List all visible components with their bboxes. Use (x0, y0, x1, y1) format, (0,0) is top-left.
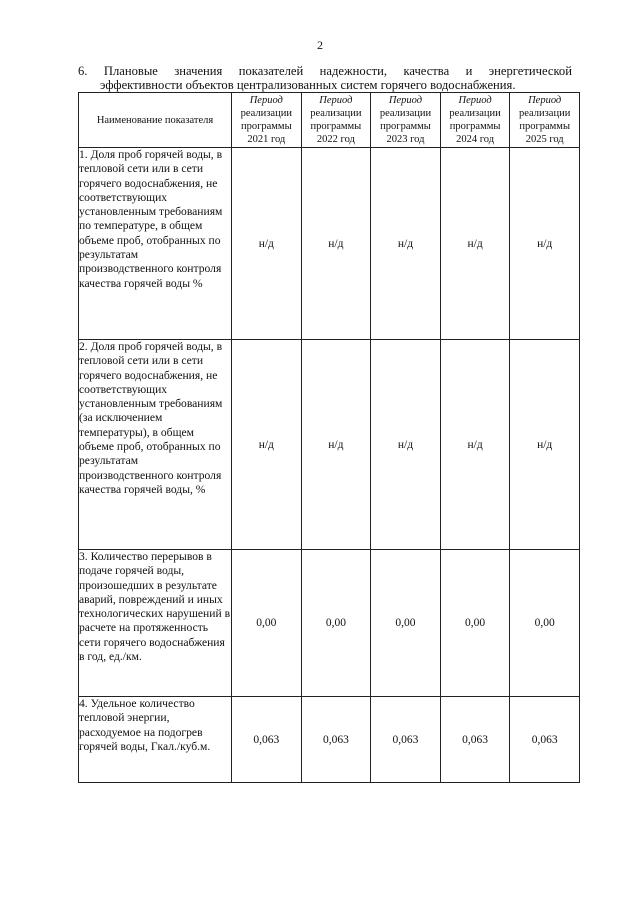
indicator-value: 0,063 (301, 697, 371, 783)
indicator-name: 2. Доля проб горячей воды, в тепловой сети или в сети горячего водоснабжения, не соответствующих установленным требованиям (за исключением температуры), в общем объеме проб, отобранных по результатам производственного контроля качества горячей воды, % (79, 340, 232, 550)
header-year: 2025 год (525, 134, 564, 145)
title-word: и (465, 64, 473, 78)
header-realization-word: реализации (519, 108, 571, 119)
indicator-value: 0,00 (301, 550, 371, 697)
header-program-word: программы (380, 121, 431, 132)
header-period-word: Период (319, 95, 353, 106)
table-row (79, 340, 580, 550)
section-title (78, 64, 572, 92)
table-header-row (79, 93, 580, 148)
indicator-value: 0,00 (371, 550, 441, 697)
indicator-value: н/д (510, 148, 580, 340)
header-period-2024 (440, 93, 510, 148)
header-period-2022 (301, 93, 371, 148)
indicator-value: н/д (232, 148, 302, 340)
indicator-name: 3. Количество перерывов в подаче горячей воды, произошедших в результате аварий, повреждений и иных технологических нарушений в расчете на протяженность сети горячего водоснабжения в год, ед./км. (79, 550, 232, 697)
header-year: 2024 год (456, 134, 495, 145)
section-title-line2: эффективности объектов централизованных систем горячего водоснабжения. (100, 78, 516, 92)
title-word: значения (174, 64, 223, 78)
indicator-value: н/д (371, 148, 441, 340)
section-number: 6. (78, 64, 88, 78)
header-realization-word: реализации (449, 108, 501, 119)
header-program-word: программы (240, 121, 292, 132)
header-realization-word: реализации (240, 108, 292, 119)
section-title-line1 (78, 64, 572, 78)
indicator-value: н/д (371, 340, 441, 550)
indicator-value: 0,00 (440, 550, 510, 697)
header-indicator-name: Наименование показателя (79, 93, 232, 148)
header-period-2021 (232, 93, 302, 148)
title-word: энергетической (488, 64, 572, 78)
header-program-word: программы (449, 121, 501, 132)
header-period-2025 (510, 93, 580, 148)
header-period-2023 (371, 93, 441, 148)
indicator-name: 4. Удельное количество тепловой энергии, расходуемое на подогрев горячей воды, Гкал./куб.м. (79, 697, 232, 783)
header-year: 2021 год (247, 134, 286, 145)
indicator-value: н/д (440, 340, 510, 550)
header-realization-word: реализации (310, 108, 362, 119)
header-year: 2023 год (386, 134, 425, 145)
table-row (79, 697, 580, 783)
table-row (79, 148, 580, 340)
header-year: 2022 год (316, 134, 355, 145)
header-period-word: Период (249, 95, 283, 106)
indicator-value: н/д (232, 340, 302, 550)
header-period-word: Период (528, 95, 562, 106)
indicator-value: 0,063 (371, 697, 441, 783)
indicator-value: н/д (301, 340, 371, 550)
header-program-word: программы (310, 121, 362, 132)
indicators-table (78, 92, 580, 783)
table-row (79, 550, 580, 697)
header-realization-word: реализации (379, 108, 432, 119)
header-program-word: программы (519, 121, 571, 132)
indicator-value: н/д (440, 148, 510, 340)
indicator-value: 0,063 (232, 697, 302, 783)
header-period-word: Период (458, 95, 492, 106)
title-word: показателей (238, 64, 304, 78)
page-number: 2 (317, 38, 323, 52)
indicator-value: н/д (301, 148, 371, 340)
indicator-value: н/д (510, 340, 580, 550)
indicator-value: 0,00 (232, 550, 302, 697)
header-period-word: Период (388, 95, 423, 106)
indicator-value: 0,00 (510, 550, 580, 697)
title-word: качества (403, 64, 450, 78)
title-word: Плановые (103, 64, 158, 78)
indicator-name: 1. Доля проб горячей воды, в тепловой сети или в сети горячего водоснабжения, не соответствующих установленным требованиям по температуре, в общем объеме проб, отобранных по результатам производственного контроля качества горячей воды % (79, 148, 232, 340)
title-word: надежности, (319, 64, 388, 78)
indicator-value: 0,063 (440, 697, 510, 783)
indicator-value: 0,063 (510, 697, 580, 783)
